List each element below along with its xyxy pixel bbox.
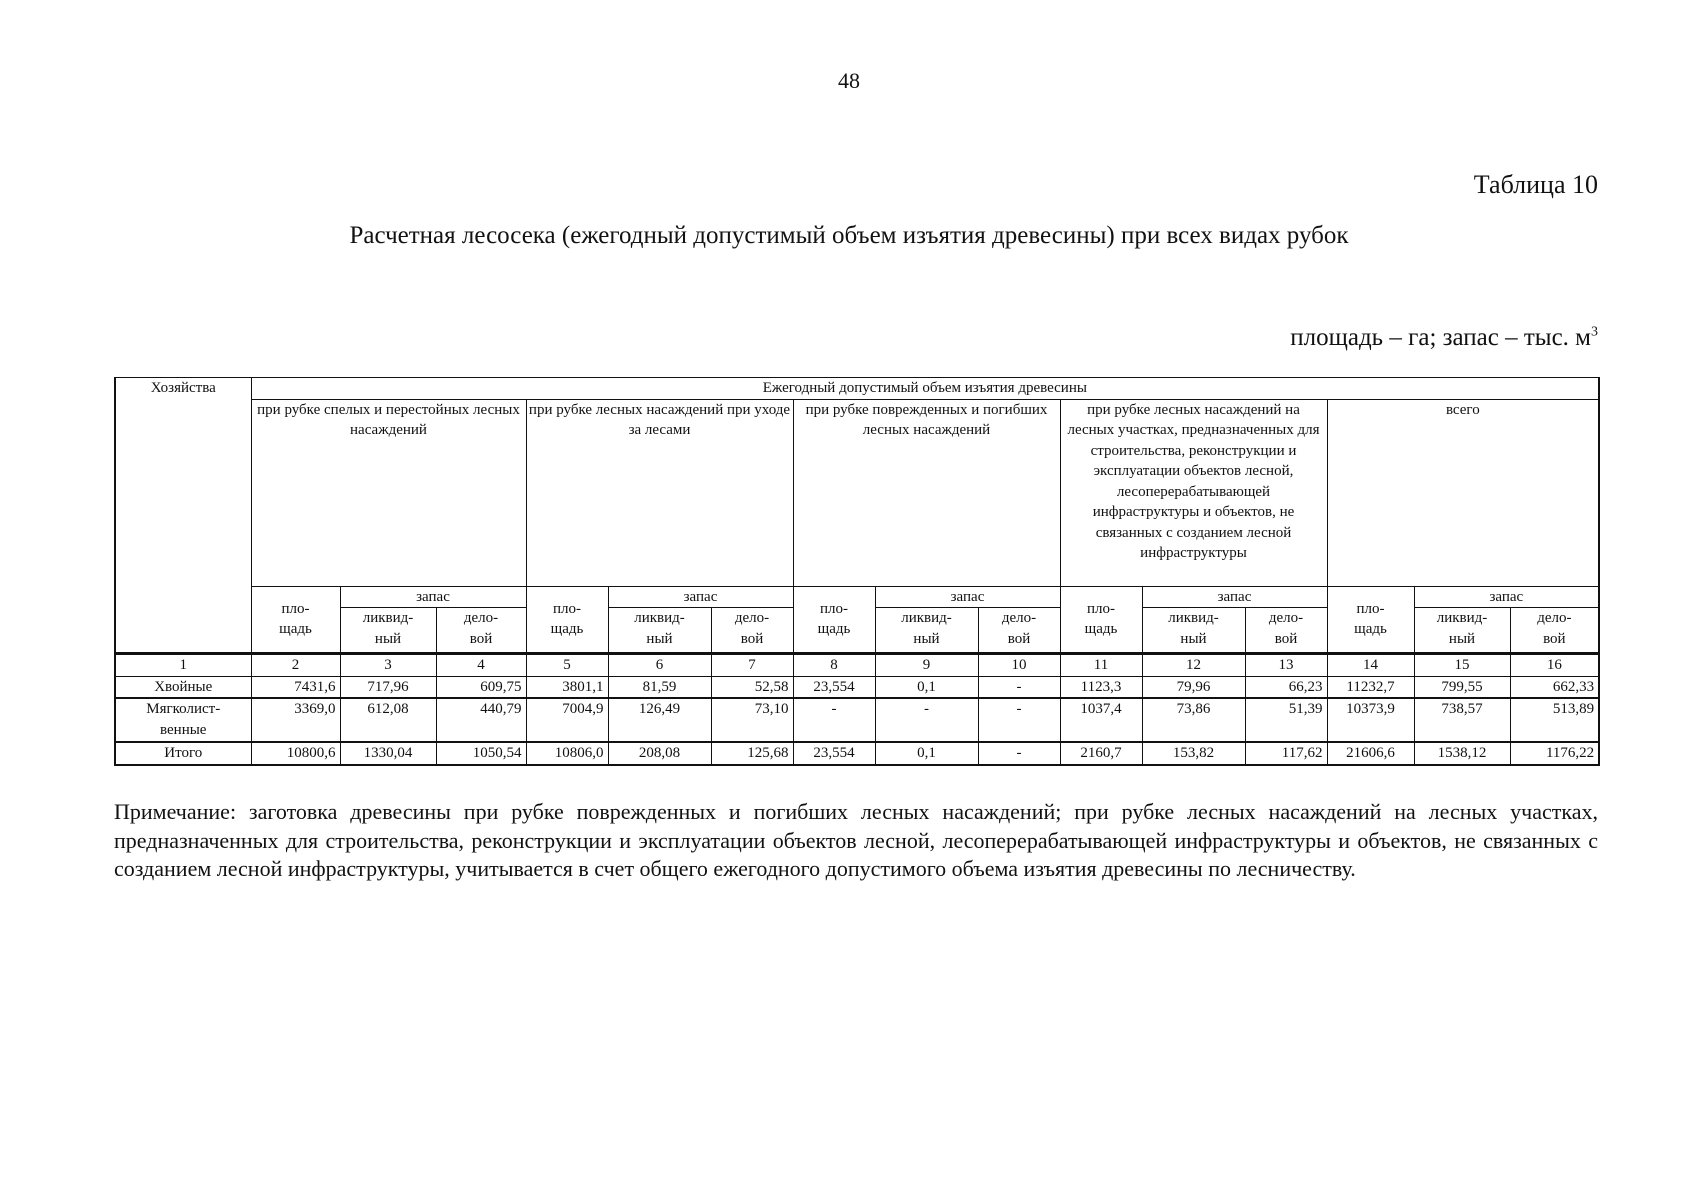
table-cell: 66,23: [1245, 676, 1327, 698]
header-liquid: ликвид- ный: [1142, 608, 1245, 654]
table-cell: 10800,6: [251, 742, 340, 765]
table-cell: 126,49: [608, 698, 711, 742]
header-liquid: ликвид- ный: [1414, 608, 1510, 654]
units-text: площадь – га; запас – тыс. м: [1290, 324, 1591, 351]
table-cell: -: [875, 698, 978, 742]
header-area: пло- щадь: [251, 586, 340, 654]
table-cell: 1330,04: [340, 742, 436, 765]
table-cell: -: [978, 742, 1060, 765]
footnote: Примечание: заготовка древесины при рубке поврежденных и погибших лесных насаждений; при рубке лесных насаждений на лесных участках, предназначенных для строительства, реконструкции и эксплуатации объектов лесной, лесоперерабатывающей инфраструктуры и объектов, не связанных с созданием лесной инфраструктуры, учитывается в счет общего ежегодного допустимого объема изъятия древесины по лесничеству.: [114, 799, 1598, 881]
header-area: пло- щадь: [1327, 586, 1414, 654]
column-number: 2: [251, 654, 340, 677]
table-cell: 11232,7: [1327, 676, 1414, 698]
row-name: Итого: [115, 742, 251, 765]
units-superscript: 3: [1591, 324, 1598, 340]
table-label: Таблица 10: [1473, 170, 1598, 199]
table-cell: 73,86: [1142, 698, 1245, 742]
column-number: 10: [978, 654, 1060, 677]
table-cell: 440,79: [436, 698, 526, 742]
column-number-row: [115, 654, 1599, 677]
table-cell: 81,59: [608, 676, 711, 698]
header-area: пло- щадь: [1060, 586, 1142, 654]
header-annual-volume: Ежегодный допустимый объем изъятия древесины: [251, 378, 1599, 400]
document-title: Расчетная лесосека (ежегодный допустимый объем изъятия древесины) при всех видах рубок: [349, 222, 1349, 249]
table-cell: 125,68: [711, 742, 793, 765]
header-business: дело- вой: [436, 608, 526, 654]
column-number: 7: [711, 654, 793, 677]
table-cell: -: [978, 676, 1060, 698]
table-cell: 10373,9: [1327, 698, 1414, 742]
table-cell: 208,08: [608, 742, 711, 765]
column-number: 5: [526, 654, 608, 677]
header-liquid: ликвид- ный: [875, 608, 978, 654]
table-cell: 1538,12: [1414, 742, 1510, 765]
row-name: Мягколист- венные: [115, 698, 251, 742]
column-number: 4: [436, 654, 526, 677]
table-row: [115, 676, 1599, 698]
header-stock: запас: [608, 586, 793, 608]
column-number: 3: [340, 654, 436, 677]
table-cell: 0,1: [875, 676, 978, 698]
table-cell: 513,89: [1510, 698, 1599, 742]
table-cell: 117,62: [1245, 742, 1327, 765]
table-cell: 2160,7: [1060, 742, 1142, 765]
table-cell: 738,57: [1414, 698, 1510, 742]
column-number: 16: [1510, 654, 1599, 677]
header-group-mature: при рубке спелых и перестойных лесных насаждений: [251, 399, 526, 586]
table-cell: 3801,1: [526, 676, 608, 698]
column-number: 11: [1060, 654, 1142, 677]
table-cell: 7431,6: [251, 676, 340, 698]
table-cell: 21606,6: [1327, 742, 1414, 765]
column-number: 6: [608, 654, 711, 677]
column-number: 14: [1327, 654, 1414, 677]
header-area: пло- щадь: [526, 586, 608, 654]
table-cell: 23,554: [793, 676, 875, 698]
table-cell: 612,08: [340, 698, 436, 742]
header-business: дело- вой: [978, 608, 1060, 654]
table-cell: 1176,22: [1510, 742, 1599, 765]
table-cell: 717,96: [340, 676, 436, 698]
header-group-infrastructure: при рубке лесных насаждений на лесных участках, предназначенных для строительства, реконструкции и эксплуатации объектов лесной, лесоперерабатывающей инфраструктуры и объектов, не связанных с созданием лесной инфраструктуры: [1060, 399, 1327, 586]
units-caption: [1290, 324, 1598, 352]
table-cell: 51,39: [1245, 698, 1327, 742]
table-cell: 79,96: [1142, 676, 1245, 698]
column-number: 12: [1142, 654, 1245, 677]
row-name: Хвойные: [115, 676, 251, 698]
header-group-damaged: при рубке поврежденных и погибших лесных насаждений: [793, 399, 1060, 586]
table-cell: -: [978, 698, 1060, 742]
header-business: дело- вой: [1245, 608, 1327, 654]
table-cell: 7004,9: [526, 698, 608, 742]
table-cell: 52,58: [711, 676, 793, 698]
table-cell: 609,75: [436, 676, 526, 698]
header-business: дело- вой: [1510, 608, 1599, 654]
table-cell: 1050,54: [436, 742, 526, 765]
table-cell: 0,1: [875, 742, 978, 765]
page-number: 48: [838, 68, 860, 93]
header-liquid: ликвид- ный: [340, 608, 436, 654]
table-cell: 153,82: [1142, 742, 1245, 765]
table-cell: 23,554: [793, 742, 875, 765]
harvest-table: [114, 377, 1600, 766]
header-business: дело- вой: [711, 608, 793, 654]
column-number: 1: [115, 654, 251, 677]
table-cell: 10806,0: [526, 742, 608, 765]
header-stock: запас: [340, 586, 526, 608]
table-cell: 662,33: [1510, 676, 1599, 698]
header-group-total: всего: [1327, 399, 1599, 586]
table-cell: -: [793, 698, 875, 742]
header-group-thinning: при рубке лесных насаждений при уходе за лесами: [526, 399, 793, 586]
table-cell: 3369,0: [251, 698, 340, 742]
column-number: 9: [875, 654, 978, 677]
table-cell: 1123,3: [1060, 676, 1142, 698]
column-number: 15: [1414, 654, 1510, 677]
table-cell: 1037,4: [1060, 698, 1142, 742]
table-cell: 799,55: [1414, 676, 1510, 698]
column-number: 13: [1245, 654, 1327, 677]
table-row-total: [115, 742, 1599, 765]
table-cell: 73,10: [711, 698, 793, 742]
header-stock: запас: [1142, 586, 1327, 608]
table-row: [115, 698, 1599, 742]
header-stock: запас: [1414, 586, 1599, 608]
header-liquid: ликвид- ный: [608, 608, 711, 654]
header-area: пло- щадь: [793, 586, 875, 654]
header-stock: запас: [875, 586, 1060, 608]
column-number: 8: [793, 654, 875, 677]
header-farm: Хозяйства: [115, 378, 251, 654]
